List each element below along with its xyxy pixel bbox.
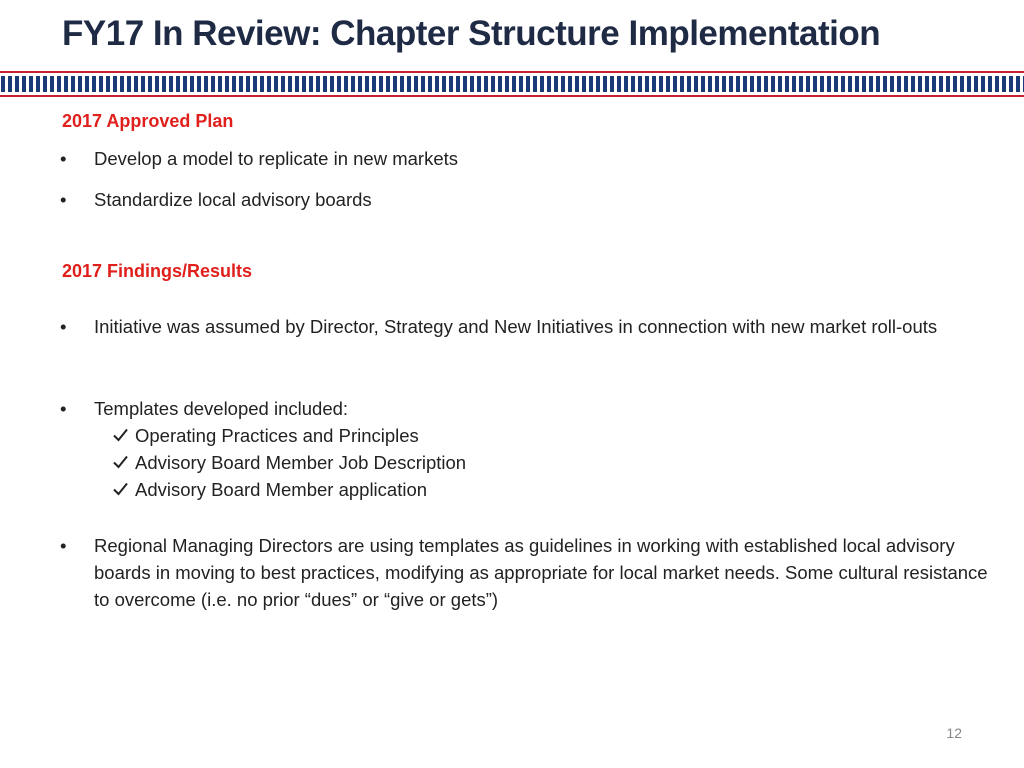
checkmark-icon <box>113 476 135 503</box>
template-item-2 <box>113 449 466 476</box>
slide-title: FY17 In Review: Chapter Structure Implementation <box>62 14 881 53</box>
template-item-text: Advisory Board Member Job Description <box>135 452 467 473</box>
findings-bullet-text: Regional Managing Directors are using templates as guidelines in working with established local advisory boards in moving to best practices, modifying as appropriate for local market needs. Some cultural resistance to overcome (i.e. no prior “dues” or “give or gets”) <box>94 535 988 610</box>
plan-bullet-text: Standardize local advisory boards <box>94 189 372 210</box>
findings-bullet-1 <box>60 313 990 340</box>
striped-divider <box>0 71 1024 97</box>
checkmark-icon <box>113 449 135 476</box>
template-item-text: Advisory Board Member application <box>135 479 428 500</box>
plan-bullet-1 <box>60 145 990 172</box>
findings-bullet-text: Initiative was assumed by Director, Strategy and New Initiatives in connection with new market roll-outs <box>94 316 938 337</box>
template-item-3 <box>113 476 427 503</box>
plan-bullet-2 <box>60 186 990 213</box>
findings-bullet-3 <box>60 532 990 613</box>
findings-bullet-2 <box>60 395 990 422</box>
plan-bullet-text: Develop a model to replicate in new markets <box>94 148 459 169</box>
bullet-glyph: • <box>60 148 67 169</box>
bullet-glyph: • <box>60 316 67 337</box>
bullet-glyph: • <box>60 398 67 419</box>
page-number: 12 <box>946 725 962 741</box>
template-item-1 <box>113 422 419 449</box>
bullet-glyph: • <box>60 535 67 556</box>
checkmark-icon <box>113 422 135 449</box>
findings-heading: 2017 Findings/Results <box>62 261 253 281</box>
bullet-glyph: • <box>60 189 67 210</box>
plan-heading: 2017 Approved Plan <box>62 111 234 131</box>
template-item-text: Operating Practices and Principles <box>135 425 419 446</box>
findings-bullet-text: Templates developed included: <box>94 398 349 419</box>
